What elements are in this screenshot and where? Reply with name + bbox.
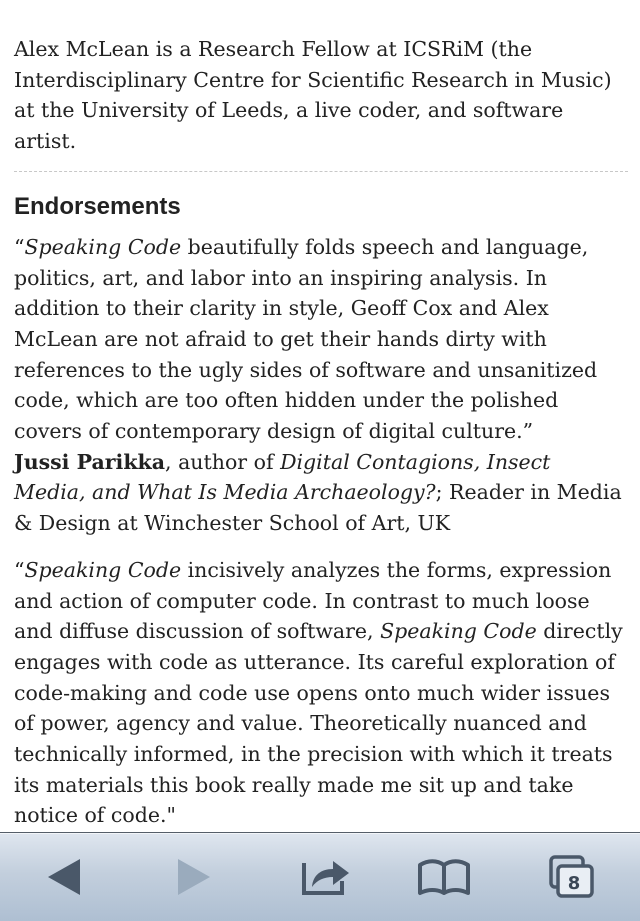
author-bio: Alex McLean is a Research Fellow at ICSRiM (the Interdisciplinary Centre for Scientific Research in Music) at the University of Leeds, a live coder, and software artist. — [14, 37, 612, 154]
bookmarks-button[interactable] — [412, 847, 476, 907]
back-button[interactable] — [32, 847, 96, 907]
endorsement-quote: “Speaking Code incisively analyzes the forms, expression and action of computer code. In contrast to much loose and diffuse discussion of software, Speaking Code directly engages with code as utterance. Its careful exploration of code-making and code use opens onto much wider issues of power, agency and value. Theoretically nuanced and technically informed, in the precision with which it treats its materials this book really made me sit up and take notice of code." — [14, 557, 623, 828]
browser-toolbar — [0, 832, 640, 921]
forward-button[interactable] — [162, 847, 226, 907]
endorser-name: Jussi Parikka — [14, 449, 166, 474]
endorsement-1 — [14, 232, 628, 539]
book-title: Speaking Code — [380, 619, 537, 644]
book-title: Speaking Code — [24, 557, 182, 582]
back-arrow-icon — [32, 847, 96, 907]
article-content — [14, 34, 628, 878]
endorser-works: Digital Contagions, Insect Media, and What Is Media Archaeology? — [14, 449, 551, 505]
endorsement-quote: “Speaking Code beautifully folds speech and language, politics, art, and labor into an inspiring analysis. In addition to their clarity in style, Geoff Cox and Alex McLean are not afraid to get their hands dirty with references to the ugly sides of software and unsanitized code, which are too often hidden under the polished covers of contemporary design of digital culture.” — [14, 234, 598, 444]
tabs-button[interactable] — [541, 847, 605, 907]
share-button[interactable] — [293, 847, 357, 907]
endorsements-heading: Endorsements — [14, 192, 181, 220]
book-title: Speaking Code — [24, 234, 182, 259]
endorsement-attribution: Jussi Parikka, author of Digital Contagions, Insect Media, and What Is Media Archaeology?; Reader in Media & Design at Winchester School of Art, UK — [14, 449, 622, 536]
tab-count-badge: 8 — [567, 873, 581, 894]
bookmarks-icon — [412, 847, 476, 907]
share-icon — [293, 847, 357, 907]
endorsement-2 — [14, 555, 628, 862]
forward-arrow-icon — [162, 847, 226, 907]
section-divider — [14, 171, 628, 172]
